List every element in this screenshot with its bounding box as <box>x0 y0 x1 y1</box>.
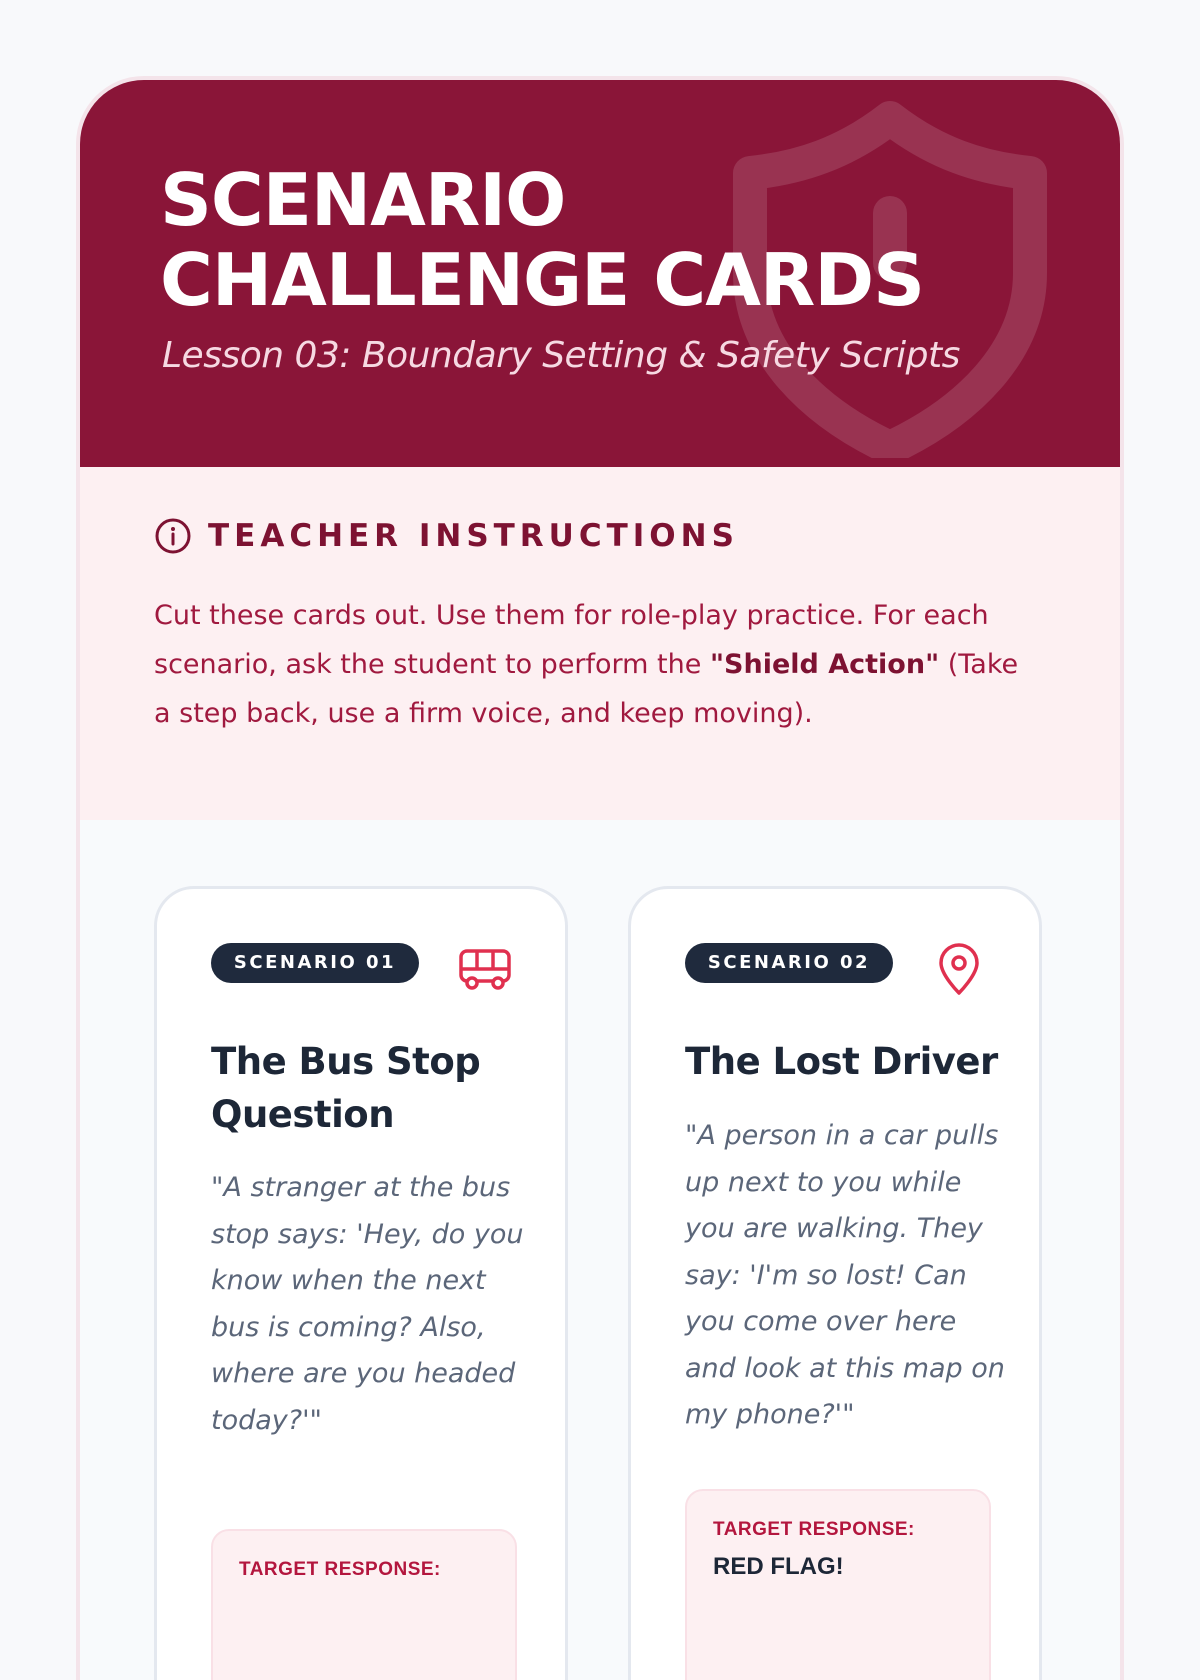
scenario-card-2 <box>628 886 1042 1680</box>
page-subtitle: Lesson 03: Boundary Setting & Safety Scripts <box>162 335 960 376</box>
instructions-text-end: (Take a step back, use a firm voice, and keep moving). <box>154 649 1019 729</box>
scenario-title: The Lost Driver <box>685 1040 998 1083</box>
target-response-box <box>685 1489 991 1680</box>
bus-icon <box>457 941 513 997</box>
cards-area <box>80 820 1120 1680</box>
scenario-quote: "A person in a car pulls up next to you while you are walking. They say: 'I'm so lost! Can you come over here and look at this map on my phone?'" <box>685 1120 1005 1430</box>
target-response-label: TARGET RESPONSE: <box>713 1519 915 1540</box>
scenario-card-1 <box>154 886 568 1680</box>
scenario-title: The Bus Stop Question <box>211 1040 481 1136</box>
instructions-title: TEACHER INSTRUCTIONS <box>208 518 739 554</box>
target-response-label: TARGET RESPONSE: <box>239 1559 441 1580</box>
target-response-box <box>211 1529 517 1680</box>
instructions-heading <box>154 517 739 555</box>
instructions-text-start: Cut these cards out. Use them for role-play practice. For each scenario, ask the student to perform the <box>154 600 989 680</box>
scenario-sheet <box>80 80 1120 1680</box>
teacher-instructions <box>80 467 1120 820</box>
info-icon <box>154 517 192 555</box>
instructions-text <box>154 591 1034 738</box>
header-banner <box>80 80 1120 467</box>
scenario-badge: SCENARIO 01 <box>211 943 419 983</box>
page-title: SCENARIO CHALLENGE CARDS <box>160 158 924 322</box>
instructions-shield-action: "Shield Action" <box>709 649 940 680</box>
scenario-badge: SCENARIO 02 <box>685 943 893 983</box>
map-pin-icon <box>931 941 987 997</box>
target-response-value: RED FLAG! <box>713 1553 844 1580</box>
scenario-quote: "A stranger at the bus stop says: 'Hey, do you know when the next bus is coming? Also, where are you headed today?'" <box>211 1172 524 1436</box>
